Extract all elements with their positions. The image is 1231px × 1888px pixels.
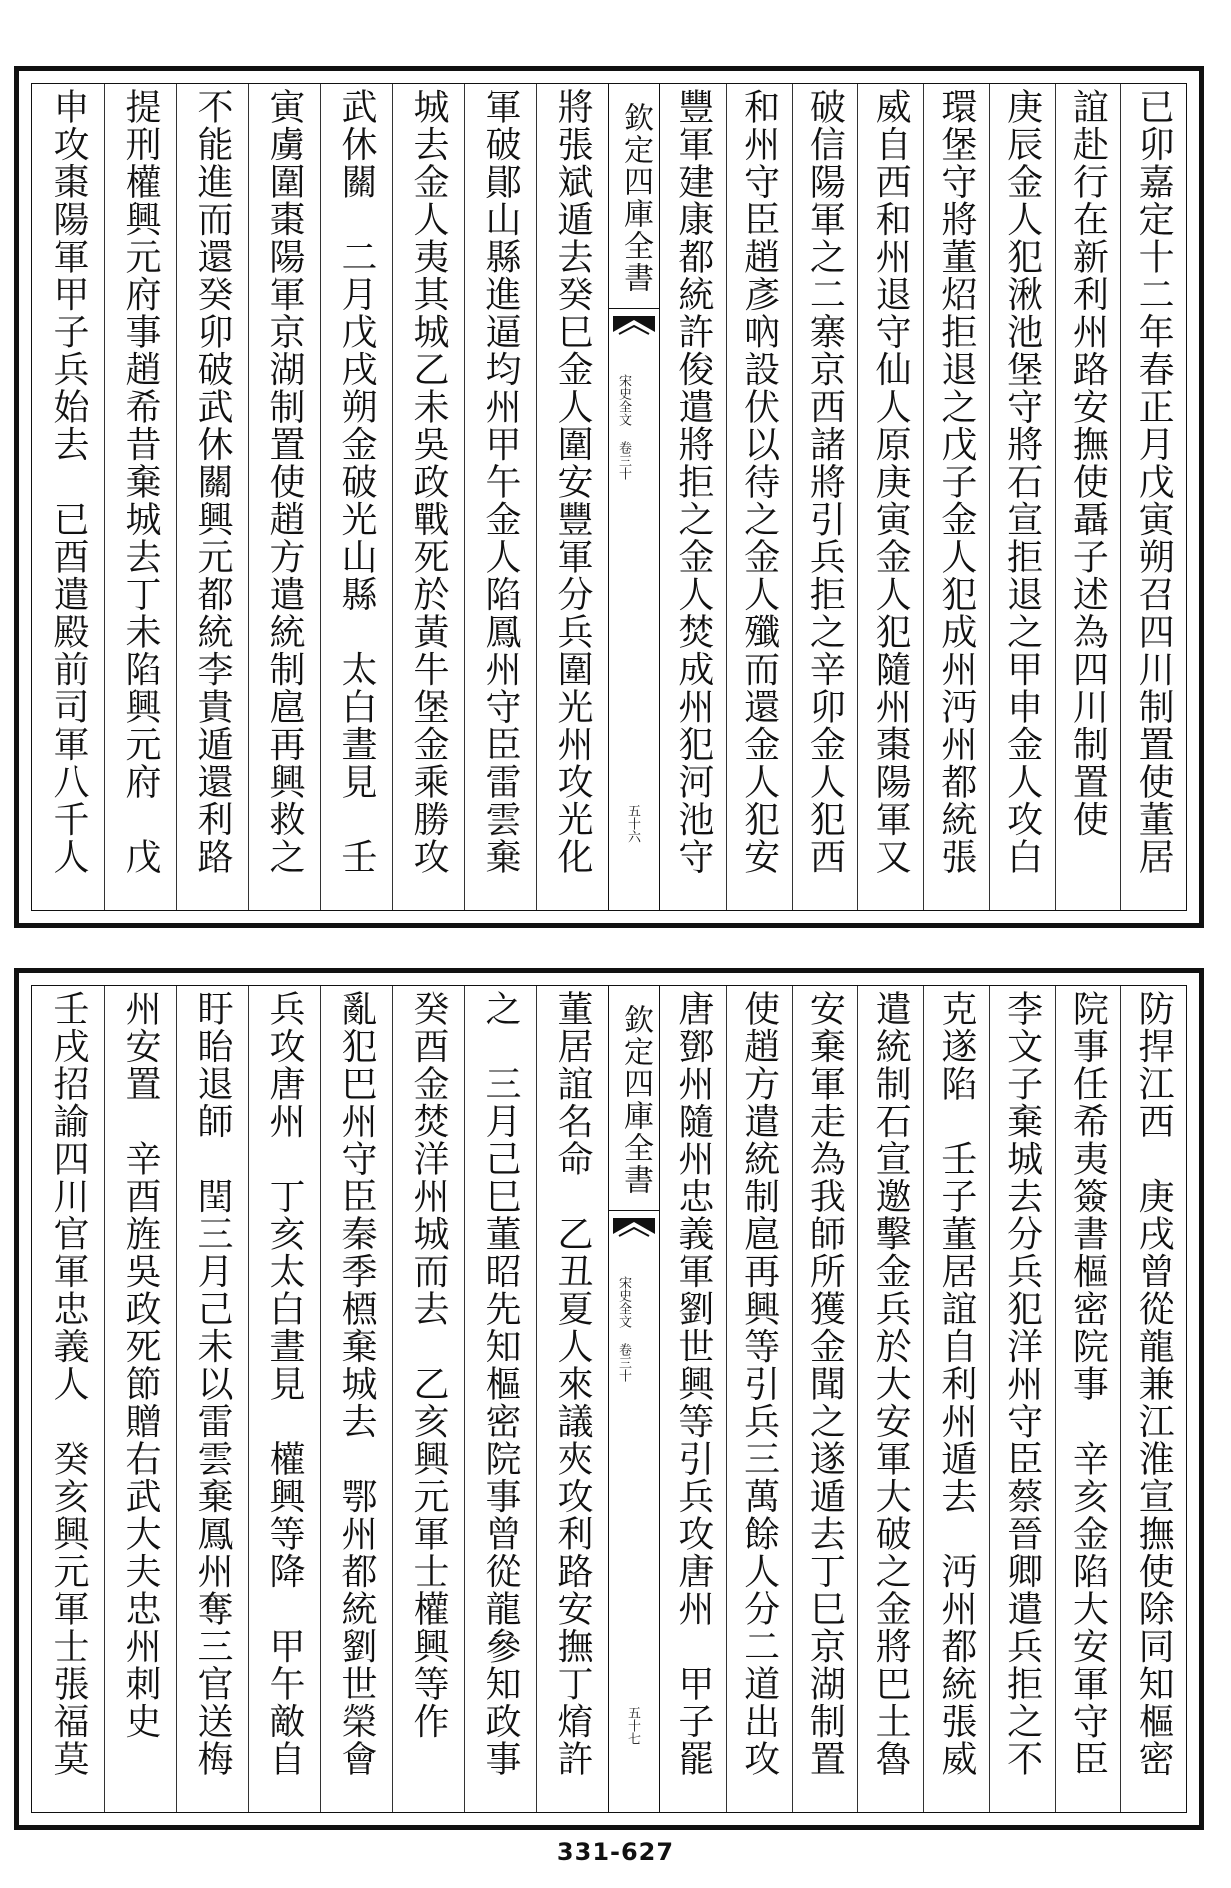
text-column (857, 986, 923, 1812)
column-text: 軍破鄖山縣進逼均州甲午金人陷鳳州守臣雷雲棄 (480, 88, 521, 876)
text-column (248, 986, 320, 1812)
text-column (1120, 84, 1186, 910)
text-column (104, 84, 176, 910)
center-strip (608, 986, 660, 1812)
text-column (1055, 986, 1121, 1812)
book-title: 欽定四庫全書 (609, 88, 659, 309)
column-text: 庚辰金人犯湫池堡守將石宣拒退之甲申金人攻白 (1001, 88, 1043, 876)
column-text: 遣統制石宣邀擊金兵於大安軍大破之金將巴土魯 (870, 990, 912, 1778)
text-column (989, 986, 1055, 1812)
column-text: 威自西和州退守仙人原庚寅金人犯隨州棗陽軍又 (870, 88, 912, 876)
text-column (726, 986, 792, 1812)
text-column (989, 84, 1055, 910)
column-text: 和州守臣趙彥吶設伏以待之金人殲而還金人犯安 (738, 88, 780, 876)
text-column (923, 84, 989, 910)
column-text: 亂犯巴州守臣秦季槱棄城去 鄂州都統劉世榮會 (336, 990, 377, 1778)
text-column (392, 84, 464, 910)
column-text: 環堡守將董炤拒退之戊子金人犯成州沔州都統張 (935, 88, 977, 876)
column-text: 盱眙退師 閏三月己未以雷雲棄鳳州奪三官送梅 (192, 990, 233, 1778)
column-text: 院事任希夷簽書樞密院事 辛亥金陷大安軍守臣 (1067, 990, 1109, 1778)
center-strip (608, 84, 660, 910)
top-page-frame (31, 83, 1187, 911)
column-text: 提刑權興元府事趙希昔棄城去丁未陷興元府 戊 (120, 88, 161, 876)
text-column (248, 84, 320, 910)
text-column (857, 84, 923, 910)
fishtail-mark-icon (613, 1218, 655, 1268)
volume-book-name: 宋史全文 (616, 374, 631, 426)
text-column (104, 986, 176, 1812)
column-text: 唐鄧州隨州忠義軍劉世興等引兵攻唐州 甲子罷 (672, 990, 714, 1778)
text-column (176, 986, 248, 1812)
text-column (176, 84, 248, 910)
column-text: 克遂陷 壬子董居誼自利州遁去 沔州都統張威 (935, 990, 977, 1778)
column-text: 誼赴行在新利州路安撫使聶子述為四川制置使 (1067, 88, 1109, 838)
leaf-number: 五十七 (625, 1706, 640, 1745)
column-text: 不能進而還癸卯破武休關興元都統李貴遁還利路 (192, 88, 233, 876)
volume-number: 卷三十 (616, 441, 631, 480)
text-column (32, 986, 104, 1812)
column-text: 壬戌招諭四川官軍忠義人 癸亥興元軍士張福莫 (48, 990, 89, 1778)
column-text: 已卯嘉定十二年春正月戊寅朔召四川制置使董居 (1133, 88, 1175, 876)
column-text: 董居誼名命 乙丑夏人來議夾攻利路安撫丁焴許 (552, 990, 593, 1778)
column-text: 豐軍建康都統許俊遣將拒之金人焚成州犯河池守 (672, 88, 714, 876)
column-text: 癸酉金焚洋州城而去 乙亥興元軍士權興等作 (408, 990, 449, 1740)
volume-book-name: 宋史全文 (616, 1276, 631, 1328)
text-column (660, 986, 726, 1812)
column-text: 防捍江西 庚戌曾從龍兼江淮宣撫使除同知樞密 (1133, 990, 1175, 1778)
volume-label (613, 1276, 633, 1396)
text-column (320, 84, 392, 910)
volume-label (613, 374, 633, 494)
column-text: 安棄軍走為我師所獲金聞之遂遁去丁巳京湖制置 (804, 990, 846, 1778)
bottom-page (14, 968, 1204, 1830)
top-page (14, 66, 1204, 928)
column-text: 破信陽軍之二寨京西諸將引兵拒之辛卯金人犯西 (804, 88, 846, 876)
column-text: 州安置 辛酉旌吳政死節贈右武大夫忠州刺史 (120, 990, 161, 1740)
text-column (923, 986, 989, 1812)
text-column (320, 986, 392, 1812)
book-title: 欽定四庫全書 (609, 990, 659, 1211)
text-column (792, 986, 858, 1812)
column-text: 寅虜圍棗陽軍京湖制置使趙方遣統制扈再興救之 (264, 88, 305, 876)
text-column (792, 84, 858, 910)
column-text: 申攻棗陽軍甲子兵始去 已酉遣殿前司軍八千人 (48, 88, 89, 876)
fishtail-mark-icon (613, 316, 655, 366)
text-column (392, 986, 464, 1812)
text-column (660, 84, 726, 910)
text-column (536, 84, 608, 910)
text-column (536, 986, 608, 1812)
column-text: 之 三月己巳董昭先知樞密院事曾從龍參知政事 (480, 990, 521, 1778)
leaf-number: 五十六 (625, 804, 640, 843)
volume-number: 卷三十 (616, 1343, 631, 1382)
bottom-page-frame (31, 985, 1187, 1813)
page-number: 331-627 (556, 1838, 675, 1866)
text-column (1120, 986, 1186, 1812)
column-text: 使趙方遣統制扈再興等引兵三萬餘人分二道出攻 (738, 990, 780, 1778)
column-text: 城去金人夷其城乙未吳政戰死於黃牛堡金乘勝攻 (408, 88, 449, 876)
text-column (1055, 84, 1121, 910)
text-column (32, 84, 104, 910)
text-column (464, 84, 536, 910)
column-text: 武休關 二月戊戌朔金破光山縣 太白晝見 壬 (336, 88, 377, 876)
column-text: 兵攻唐州 丁亥太白晝見 權興等降 甲午敵自 (264, 990, 305, 1778)
text-column (726, 84, 792, 910)
column-text: 將張斌遁去癸巳金人圍安豐軍分兵圍光州攻光化 (552, 88, 593, 876)
text-column (464, 986, 536, 1812)
column-text: 李文子棄城去分兵犯洋州守臣蔡晉卿遣兵拒之不 (1001, 990, 1043, 1778)
